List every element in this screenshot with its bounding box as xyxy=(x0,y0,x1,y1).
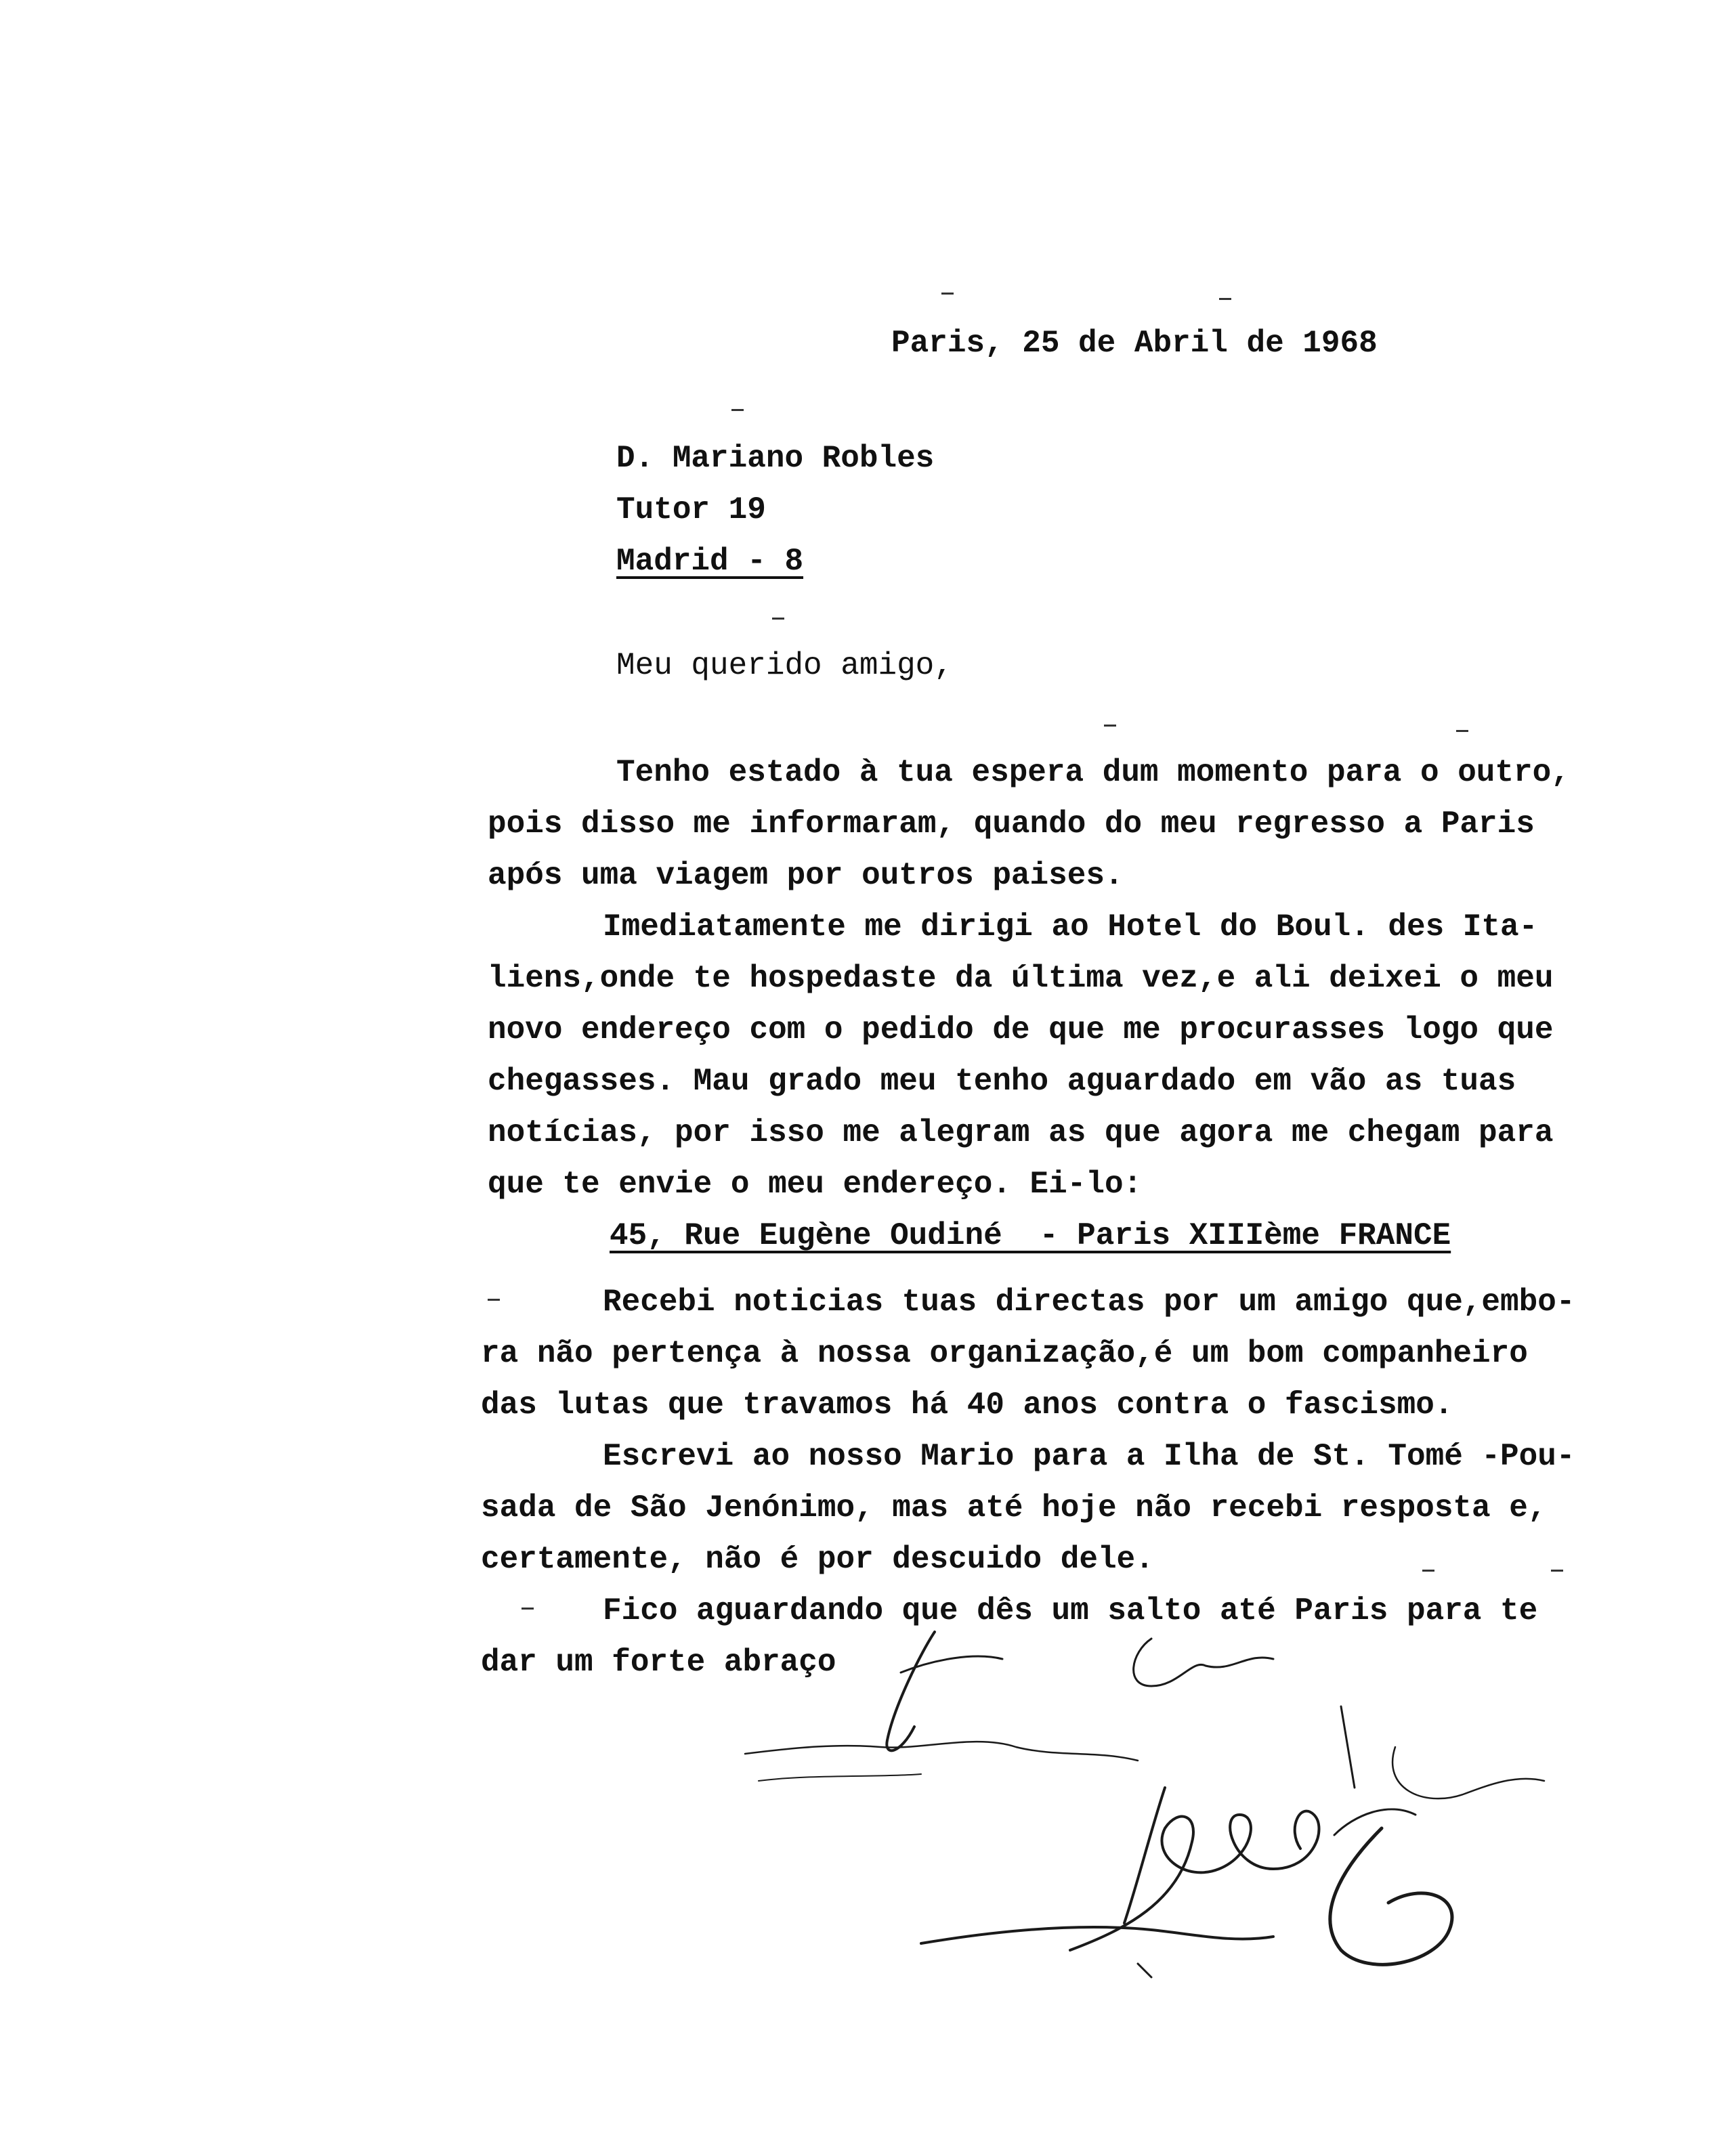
body-line: ra não pertença à nossa organização,é um bom companheiro xyxy=(481,1336,1528,1371)
handwritten-signature xyxy=(718,1612,1598,1991)
scan-speck xyxy=(522,1608,534,1610)
body-line: Escrevi ao nosso Mario para a Ilha de St. Tomé -Pou- xyxy=(603,1439,1575,1474)
date-line: Paris, 25 de Abril de 1968 xyxy=(891,326,1378,361)
scan-speck xyxy=(731,409,744,411)
address-line: 45, Rue Eugène Oudiné - Paris XIIIème FRANCE xyxy=(610,1218,1451,1253)
scan-speck xyxy=(1104,725,1116,727)
body-line: dar um forte abraço xyxy=(481,1645,836,1680)
body-line: chegasses. Mau grado meu tenho aguardado em vão as tuas xyxy=(488,1064,1516,1099)
body-line: Tenho estado à tua espera dum momento para o outro, xyxy=(616,755,1570,790)
scan-speck xyxy=(941,293,954,295)
body-line: Fico aguardando que dês um salto até Paris para te xyxy=(603,1593,1538,1629)
body-line: Imediatamente me dirigi ao Hotel do Boul. des Ita- xyxy=(603,909,1538,945)
body-line: sada de São Jenónimo, mas até hoje não recebi resposta e, xyxy=(481,1490,1547,1526)
body-line: que te envie o meu endereço. Ei-lo: xyxy=(488,1167,1143,1202)
salutation: Meu querido amigo, xyxy=(616,648,953,683)
body-line: pois disso me informaram, quando do meu regresso a Paris xyxy=(488,806,1535,842)
body-line: após uma viagem por outros paises. xyxy=(488,858,1124,893)
body-line: Recebi noticias tuas directas por um amigo que,embo- xyxy=(603,1285,1575,1320)
scan-speck xyxy=(772,618,784,620)
body-line: das lutas que travamos há 40 anos contra o fascismo. xyxy=(481,1387,1453,1423)
scan-speck xyxy=(1456,730,1468,732)
body-line: certamente, não é por descuido dele. xyxy=(481,1542,1154,1577)
recipient-name: D. Mariano Robles xyxy=(616,441,935,476)
body-line: notícias, por isso me alegram as que agora me chegam para xyxy=(488,1115,1554,1150)
body-line: liens,onde te hospedaste da última vez,e ali deixei o meu xyxy=(488,961,1554,996)
body-line: novo endereço com o pedido de que me procurasses logo que xyxy=(488,1012,1554,1048)
scan-speck xyxy=(1422,1570,1434,1572)
scan-speck xyxy=(1219,298,1231,300)
scan-speck xyxy=(488,1299,500,1301)
recipient-street: Tutor 19 xyxy=(616,492,766,527)
recipient-city: Madrid - 8 xyxy=(616,544,804,579)
scan-speck xyxy=(1551,1570,1563,1572)
